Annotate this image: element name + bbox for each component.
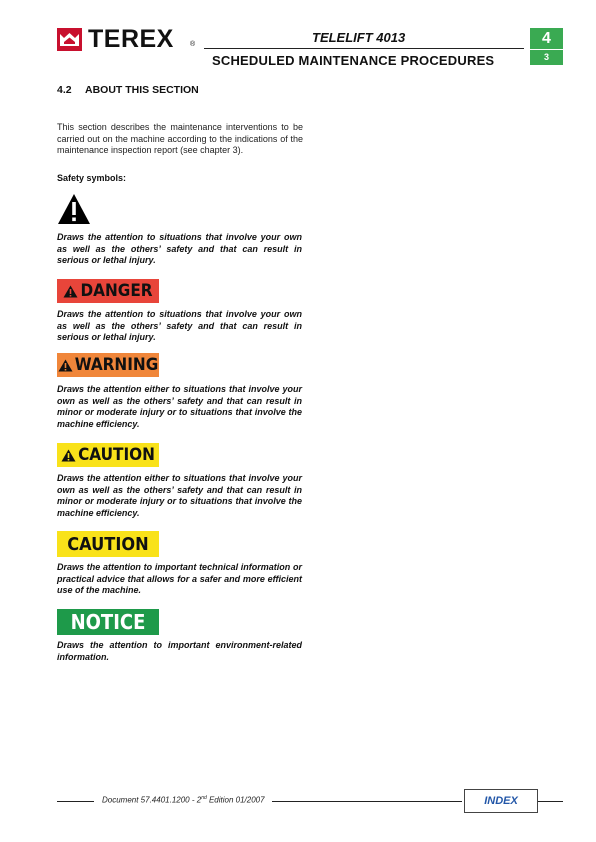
brand-name: TEREX bbox=[88, 25, 174, 53]
alert-triangle-icon bbox=[61, 449, 76, 462]
alert-triangle-icon bbox=[58, 359, 73, 372]
index-button[interactable]: INDEX bbox=[464, 789, 538, 813]
symbol-description-notice: Draws the attention to important environment-related information. bbox=[57, 640, 302, 662]
caution-sign-with-triangle bbox=[57, 443, 159, 467]
footer-divider bbox=[538, 801, 563, 802]
intro-paragraph: This section describes the maintenance interventions to be carried out on the machine according to the indications of the maintenance inspection report (see chapter 3). bbox=[57, 122, 303, 155]
warning-triangle-icon bbox=[57, 193, 91, 225]
caution-sign-label: CAUTION bbox=[78, 445, 155, 465]
document-reference bbox=[102, 795, 265, 805]
section-number: 4.2 bbox=[57, 84, 72, 96]
page-section-title: SCHEDULED MAINTENANCE PROCEDURES bbox=[212, 53, 495, 68]
terex-logo-icon bbox=[57, 28, 82, 51]
symbol-description-danger: Draws the attention to situations that involve your own as well as the others’ safety and that can result in serious or lethal injury. bbox=[57, 309, 302, 343]
section-heading-text: ABOUT THIS SECTION bbox=[85, 84, 199, 96]
warning-sign bbox=[57, 353, 159, 377]
symbol-description-caution-technical: Draws the attention to important technical information or practical advice that allows for a safer and more efficient use of the machine. bbox=[57, 562, 302, 596]
footer-divider bbox=[272, 801, 462, 802]
footer-divider bbox=[57, 801, 94, 802]
symbol-description-general: Draws the attention to situations that involve your own as well as the others’ safety and that can result in serious or lethal injury. bbox=[57, 232, 302, 266]
notice-sign-label: NOTICE bbox=[70, 610, 146, 634]
safety-symbols-label: Safety symbols: bbox=[57, 173, 127, 183]
registered-mark: ® bbox=[190, 41, 196, 48]
danger-sign bbox=[57, 279, 159, 303]
edition-ordinal: nd bbox=[201, 795, 207, 801]
warning-sign-label: WARNING bbox=[74, 355, 159, 375]
notice-sign bbox=[57, 609, 159, 635]
symbol-description-warning: Draws the attention either to situations that involve your own as well as the others’ safety and that can result in minor or moderate injury or to situations that involve the machine efficiency. bbox=[57, 384, 302, 429]
section-heading bbox=[57, 84, 199, 96]
page-number-badge: 3 bbox=[530, 50, 563, 65]
danger-sign-label: DANGER bbox=[80, 281, 153, 301]
header-divider bbox=[204, 48, 524, 49]
symbol-description-caution-safety: Draws the attention either to situations that involve your own as well as the others’ safety and that can result in minor or moderate injury or to situations that involve the machine efficiency. bbox=[57, 473, 302, 518]
model-name: TELELIFT 4013 bbox=[312, 30, 406, 45]
alert-triangle-icon bbox=[63, 285, 78, 298]
caution-sign-label: CAUTION bbox=[67, 533, 149, 555]
caution-sign bbox=[57, 531, 159, 557]
edition-date: Edition 01/2007 bbox=[206, 795, 265, 805]
chapter-badge: 4 bbox=[530, 28, 563, 49]
document-number: Document 57.4401.1200 - 2 bbox=[102, 795, 202, 805]
